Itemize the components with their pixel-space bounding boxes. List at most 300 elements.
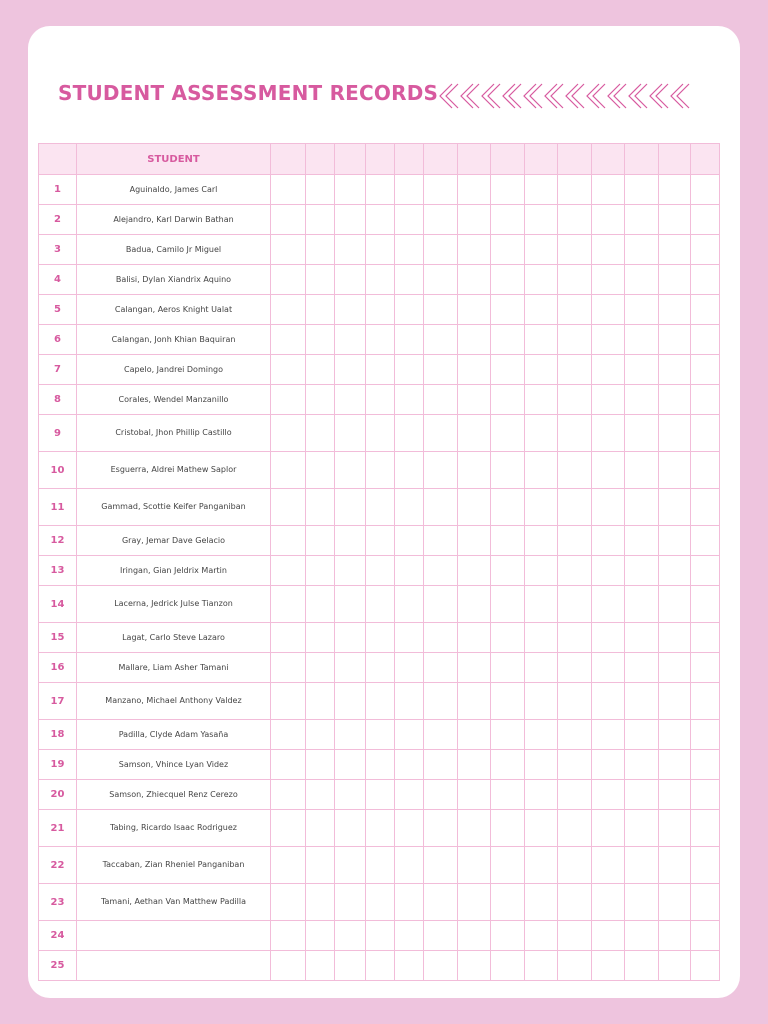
student-name[interactable]: Capelo, Jandrei Domingo <box>77 355 271 385</box>
score-cell[interactable] <box>592 683 625 720</box>
score-cell[interactable] <box>395 847 424 884</box>
score-cell[interactable] <box>271 653 306 683</box>
score-cell[interactable] <box>424 452 458 489</box>
score-cell[interactable] <box>424 325 458 355</box>
score-cell[interactable] <box>458 921 491 951</box>
score-cell[interactable] <box>335 235 366 265</box>
score-cell[interactable] <box>458 810 491 847</box>
score-cell[interactable] <box>691 683 720 720</box>
score-cell[interactable] <box>691 720 720 750</box>
score-cell[interactable] <box>306 355 335 385</box>
score-cell[interactable] <box>491 750 525 780</box>
score-cell[interactable] <box>558 205 592 235</box>
score-cell[interactable] <box>306 951 335 981</box>
score-cell[interactable] <box>306 415 335 452</box>
student-name[interactable]: Badua, Camilo Jr Miguel <box>77 235 271 265</box>
score-cell[interactable] <box>525 355 558 385</box>
score-cell[interactable] <box>424 653 458 683</box>
score-cell[interactable] <box>525 385 558 415</box>
score-cell[interactable] <box>625 489 659 526</box>
score-cell[interactable] <box>592 951 625 981</box>
score-cell[interactable] <box>306 683 335 720</box>
score-cell[interactable] <box>491 623 525 653</box>
score-cell[interactable] <box>458 623 491 653</box>
score-cell[interactable] <box>306 847 335 884</box>
score-cell[interactable] <box>335 750 366 780</box>
score-cell[interactable] <box>525 623 558 653</box>
score-cell[interactable] <box>366 265 395 295</box>
score-cell[interactable] <box>424 951 458 981</box>
score-cell[interactable] <box>271 325 306 355</box>
score-cell[interactable] <box>558 355 592 385</box>
score-cell[interactable] <box>659 205 691 235</box>
score-cell[interactable] <box>271 683 306 720</box>
score-cell[interactable] <box>525 452 558 489</box>
score-cell[interactable] <box>366 235 395 265</box>
score-cell[interactable] <box>525 415 558 452</box>
score-cell[interactable] <box>691 385 720 415</box>
score-cell[interactable] <box>366 205 395 235</box>
score-cell[interactable] <box>691 951 720 981</box>
score-cell[interactable] <box>558 810 592 847</box>
score-cell[interactable] <box>691 750 720 780</box>
score-cell[interactable] <box>491 489 525 526</box>
score-cell[interactable] <box>395 780 424 810</box>
score-cell[interactable] <box>395 556 424 586</box>
score-cell[interactable] <box>271 921 306 951</box>
score-cell[interactable] <box>691 810 720 847</box>
score-cell[interactable] <box>491 780 525 810</box>
score-cell[interactable] <box>491 683 525 720</box>
score-cell[interactable] <box>691 452 720 489</box>
score-cell[interactable] <box>592 720 625 750</box>
score-cell[interactable] <box>659 556 691 586</box>
score-cell[interactable] <box>691 884 720 921</box>
score-cell[interactable] <box>659 452 691 489</box>
score-cell[interactable] <box>395 235 424 265</box>
score-cell[interactable] <box>424 884 458 921</box>
score-cell[interactable] <box>306 295 335 325</box>
score-cell[interactable] <box>306 452 335 489</box>
score-cell[interactable] <box>525 951 558 981</box>
student-name[interactable]: Aguinaldo, James Carl <box>77 175 271 205</box>
score-cell[interactable] <box>625 526 659 556</box>
score-cell[interactable] <box>592 295 625 325</box>
score-cell[interactable] <box>491 847 525 884</box>
score-cell[interactable] <box>558 623 592 653</box>
score-cell[interactable] <box>306 921 335 951</box>
score-cell[interactable] <box>592 175 625 205</box>
student-name[interactable]: Taccaban, Zian Rheniel Panganiban <box>77 847 271 884</box>
score-cell[interactable] <box>592 415 625 452</box>
score-cell[interactable] <box>366 355 395 385</box>
score-cell[interactable] <box>525 921 558 951</box>
score-cell[interactable] <box>525 780 558 810</box>
student-name[interactable]: Balisi, Dylan Xiandrix Aquino <box>77 265 271 295</box>
score-cell[interactable] <box>691 235 720 265</box>
score-cell[interactable] <box>525 720 558 750</box>
student-name[interactable]: Gammad, Scottie Keifer Panganiban <box>77 489 271 526</box>
score-cell[interactable] <box>525 175 558 205</box>
score-cell[interactable] <box>335 205 366 235</box>
student-name[interactable]: Esguerra, Aldrei Mathew Saplor <box>77 452 271 489</box>
score-cell[interactable] <box>306 489 335 526</box>
score-cell[interactable] <box>525 653 558 683</box>
score-cell[interactable] <box>592 780 625 810</box>
score-cell[interactable] <box>659 810 691 847</box>
score-cell[interactable] <box>271 810 306 847</box>
score-cell[interactable] <box>306 385 335 415</box>
score-cell[interactable] <box>691 921 720 951</box>
score-cell[interactable] <box>525 884 558 921</box>
score-cell[interactable] <box>659 951 691 981</box>
student-name[interactable]: Alejandro, Karl Darwin Bathan <box>77 205 271 235</box>
score-cell[interactable] <box>558 452 592 489</box>
score-cell[interactable] <box>306 780 335 810</box>
score-cell[interactable] <box>395 683 424 720</box>
score-cell[interactable] <box>335 653 366 683</box>
score-cell[interactable] <box>659 175 691 205</box>
score-cell[interactable] <box>525 526 558 556</box>
score-cell[interactable] <box>306 810 335 847</box>
score-cell[interactable] <box>558 847 592 884</box>
score-cell[interactable] <box>458 295 491 325</box>
score-cell[interactable] <box>491 355 525 385</box>
score-cell[interactable] <box>306 556 335 586</box>
score-cell[interactable] <box>458 325 491 355</box>
score-cell[interactable] <box>366 586 395 623</box>
score-cell[interactable] <box>271 235 306 265</box>
score-cell[interactable] <box>335 780 366 810</box>
score-cell[interactable] <box>306 265 335 295</box>
student-name[interactable]: Samson, Zhiecquel Renz Cerezo <box>77 780 271 810</box>
score-cell[interactable] <box>659 653 691 683</box>
score-cell[interactable] <box>366 415 395 452</box>
score-cell[interactable] <box>335 175 366 205</box>
score-cell[interactable] <box>691 355 720 385</box>
score-cell[interactable] <box>395 295 424 325</box>
score-cell[interactable] <box>625 720 659 750</box>
score-cell[interactable] <box>424 683 458 720</box>
score-cell[interactable] <box>271 623 306 653</box>
score-cell[interactable] <box>458 526 491 556</box>
score-cell[interactable] <box>592 586 625 623</box>
score-cell[interactable] <box>366 780 395 810</box>
score-cell[interactable] <box>271 415 306 452</box>
score-cell[interactable] <box>625 235 659 265</box>
score-cell[interactable] <box>271 452 306 489</box>
score-cell[interactable] <box>366 295 395 325</box>
score-cell[interactable] <box>592 921 625 951</box>
score-cell[interactable] <box>659 884 691 921</box>
score-cell[interactable] <box>625 325 659 355</box>
score-cell[interactable] <box>491 720 525 750</box>
score-cell[interactable] <box>335 847 366 884</box>
score-cell[interactable] <box>491 884 525 921</box>
score-cell[interactable] <box>659 385 691 415</box>
score-cell[interactable] <box>592 556 625 586</box>
score-cell[interactable] <box>659 720 691 750</box>
score-cell[interactable] <box>491 175 525 205</box>
score-cell[interactable] <box>558 683 592 720</box>
student-name[interactable]: Lagat, Carlo Steve Lazaro <box>77 623 271 653</box>
score-cell[interactable] <box>558 653 592 683</box>
score-cell[interactable] <box>306 235 335 265</box>
score-cell[interactable] <box>458 235 491 265</box>
score-cell[interactable] <box>691 489 720 526</box>
score-cell[interactable] <box>335 265 366 295</box>
score-cell[interactable] <box>659 623 691 653</box>
score-cell[interactable] <box>366 452 395 489</box>
score-cell[interactable] <box>395 325 424 355</box>
score-cell[interactable] <box>558 921 592 951</box>
score-cell[interactable] <box>691 205 720 235</box>
score-cell[interactable] <box>395 452 424 489</box>
score-cell[interactable] <box>458 847 491 884</box>
score-cell[interactable] <box>592 385 625 415</box>
score-cell[interactable] <box>306 205 335 235</box>
score-cell[interactable] <box>424 265 458 295</box>
score-cell[interactable] <box>458 175 491 205</box>
score-cell[interactable] <box>424 780 458 810</box>
score-cell[interactable] <box>592 205 625 235</box>
score-cell[interactable] <box>491 452 525 489</box>
score-cell[interactable] <box>366 385 395 415</box>
score-cell[interactable] <box>395 526 424 556</box>
student-name[interactable]: Lacerna, Jedrick Julse Tianzon <box>77 586 271 623</box>
score-cell[interactable] <box>558 720 592 750</box>
score-cell[interactable] <box>691 586 720 623</box>
score-cell[interactable] <box>558 295 592 325</box>
score-cell[interactable] <box>335 810 366 847</box>
score-cell[interactable] <box>366 325 395 355</box>
score-cell[interactable] <box>592 265 625 295</box>
score-cell[interactable] <box>659 750 691 780</box>
score-cell[interactable] <box>271 265 306 295</box>
score-cell[interactable] <box>395 653 424 683</box>
score-cell[interactable] <box>491 265 525 295</box>
score-cell[interactable] <box>691 325 720 355</box>
score-cell[interactable] <box>491 295 525 325</box>
score-cell[interactable] <box>424 355 458 385</box>
score-cell[interactable] <box>306 623 335 653</box>
score-cell[interactable] <box>525 750 558 780</box>
score-cell[interactable] <box>335 526 366 556</box>
score-cell[interactable] <box>525 683 558 720</box>
student-name[interactable] <box>77 951 271 981</box>
score-cell[interactable] <box>491 526 525 556</box>
score-cell[interactable] <box>592 884 625 921</box>
score-cell[interactable] <box>335 355 366 385</box>
score-cell[interactable] <box>395 623 424 653</box>
score-cell[interactable] <box>691 847 720 884</box>
score-cell[interactable] <box>424 750 458 780</box>
score-cell[interactable] <box>424 810 458 847</box>
score-cell[interactable] <box>366 653 395 683</box>
score-cell[interactable] <box>625 683 659 720</box>
score-cell[interactable] <box>366 175 395 205</box>
score-cell[interactable] <box>424 623 458 653</box>
score-cell[interactable] <box>306 175 335 205</box>
score-cell[interactable] <box>491 235 525 265</box>
score-cell[interactable] <box>271 385 306 415</box>
score-cell[interactable] <box>558 385 592 415</box>
score-cell[interactable] <box>395 884 424 921</box>
score-cell[interactable] <box>625 653 659 683</box>
score-cell[interactable] <box>592 810 625 847</box>
score-cell[interactable] <box>625 355 659 385</box>
student-name[interactable]: Tamani, Aethan Van Matthew Padilla <box>77 884 271 921</box>
score-cell[interactable] <box>691 295 720 325</box>
score-cell[interactable] <box>271 586 306 623</box>
score-cell[interactable] <box>625 586 659 623</box>
score-cell[interactable] <box>558 780 592 810</box>
score-cell[interactable] <box>335 325 366 355</box>
score-cell[interactable] <box>335 556 366 586</box>
score-cell[interactable] <box>525 810 558 847</box>
score-cell[interactable] <box>458 489 491 526</box>
score-cell[interactable] <box>458 415 491 452</box>
score-cell[interactable] <box>424 556 458 586</box>
score-cell[interactable] <box>491 586 525 623</box>
score-cell[interactable] <box>271 489 306 526</box>
score-cell[interactable] <box>491 385 525 415</box>
score-cell[interactable] <box>306 750 335 780</box>
score-cell[interactable] <box>491 415 525 452</box>
score-cell[interactable] <box>458 720 491 750</box>
score-cell[interactable] <box>558 750 592 780</box>
score-cell[interactable] <box>625 847 659 884</box>
score-cell[interactable] <box>424 295 458 325</box>
score-cell[interactable] <box>458 265 491 295</box>
score-cell[interactable] <box>306 720 335 750</box>
score-cell[interactable] <box>525 295 558 325</box>
score-cell[interactable] <box>625 884 659 921</box>
score-cell[interactable] <box>395 810 424 847</box>
score-cell[interactable] <box>525 556 558 586</box>
student-name[interactable]: Mallare, Liam Asher Tamani <box>77 653 271 683</box>
score-cell[interactable] <box>525 205 558 235</box>
score-cell[interactable] <box>458 452 491 489</box>
score-cell[interactable] <box>691 623 720 653</box>
score-cell[interactable] <box>424 415 458 452</box>
score-cell[interactable] <box>558 265 592 295</box>
score-cell[interactable] <box>271 295 306 325</box>
score-cell[interactable] <box>395 951 424 981</box>
score-cell[interactable] <box>424 921 458 951</box>
score-cell[interactable] <box>366 683 395 720</box>
score-cell[interactable] <box>659 683 691 720</box>
score-cell[interactable] <box>366 720 395 750</box>
score-cell[interactable] <box>592 623 625 653</box>
score-cell[interactable] <box>395 355 424 385</box>
score-cell[interactable] <box>525 847 558 884</box>
score-cell[interactable] <box>691 415 720 452</box>
score-cell[interactable] <box>625 205 659 235</box>
score-cell[interactable] <box>306 526 335 556</box>
score-cell[interactable] <box>625 415 659 452</box>
score-cell[interactable] <box>558 489 592 526</box>
score-cell[interactable] <box>458 884 491 921</box>
score-cell[interactable] <box>366 847 395 884</box>
score-cell[interactable] <box>335 415 366 452</box>
score-cell[interactable] <box>659 780 691 810</box>
score-cell[interactable] <box>659 586 691 623</box>
score-cell[interactable] <box>691 780 720 810</box>
score-cell[interactable] <box>558 586 592 623</box>
score-cell[interactable] <box>592 325 625 355</box>
score-cell[interactable] <box>458 683 491 720</box>
score-cell[interactable] <box>395 586 424 623</box>
score-cell[interactable] <box>271 175 306 205</box>
score-cell[interactable] <box>395 720 424 750</box>
student-name[interactable]: Cristobal, Jhon Phillip Castillo <box>77 415 271 452</box>
score-cell[interactable] <box>525 489 558 526</box>
score-cell[interactable] <box>558 325 592 355</box>
score-cell[interactable] <box>525 265 558 295</box>
score-cell[interactable] <box>335 586 366 623</box>
score-cell[interactable] <box>659 847 691 884</box>
score-cell[interactable] <box>558 235 592 265</box>
score-cell[interactable] <box>335 385 366 415</box>
score-cell[interactable] <box>592 526 625 556</box>
score-cell[interactable] <box>625 810 659 847</box>
score-cell[interactable] <box>691 175 720 205</box>
score-cell[interactable] <box>366 921 395 951</box>
student-name[interactable]: Gray, Jemar Dave Gelacio <box>77 526 271 556</box>
score-cell[interactable] <box>458 355 491 385</box>
score-cell[interactable] <box>458 951 491 981</box>
score-cell[interactable] <box>625 175 659 205</box>
score-cell[interactable] <box>491 810 525 847</box>
score-cell[interactable] <box>491 921 525 951</box>
score-cell[interactable] <box>525 586 558 623</box>
score-cell[interactable] <box>424 489 458 526</box>
student-name[interactable]: Calangan, Aeros Knight Ualat <box>77 295 271 325</box>
student-name[interactable]: Calangan, Jonh Khian Baquiran <box>77 325 271 355</box>
score-cell[interactable] <box>395 921 424 951</box>
score-cell[interactable] <box>306 586 335 623</box>
score-cell[interactable] <box>458 385 491 415</box>
score-cell[interactable] <box>366 951 395 981</box>
score-cell[interactable] <box>659 325 691 355</box>
score-cell[interactable] <box>366 750 395 780</box>
score-cell[interactable] <box>335 951 366 981</box>
score-cell[interactable] <box>366 489 395 526</box>
score-cell[interactable] <box>491 951 525 981</box>
score-cell[interactable] <box>366 623 395 653</box>
score-cell[interactable] <box>625 951 659 981</box>
score-cell[interactable] <box>271 847 306 884</box>
score-cell[interactable] <box>592 489 625 526</box>
score-cell[interactable] <box>458 780 491 810</box>
score-cell[interactable] <box>335 720 366 750</box>
score-cell[interactable] <box>395 489 424 526</box>
score-cell[interactable] <box>458 205 491 235</box>
score-cell[interactable] <box>271 951 306 981</box>
score-cell[interactable] <box>271 355 306 385</box>
score-cell[interactable] <box>458 653 491 683</box>
score-cell[interactable] <box>691 265 720 295</box>
student-name[interactable]: Tabing, Ricardo Isaac Rodriguez <box>77 810 271 847</box>
student-name[interactable] <box>77 921 271 951</box>
score-cell[interactable] <box>625 780 659 810</box>
score-cell[interactable] <box>335 884 366 921</box>
score-cell[interactable] <box>366 526 395 556</box>
score-cell[interactable] <box>491 653 525 683</box>
score-cell[interactable] <box>592 452 625 489</box>
score-cell[interactable] <box>335 683 366 720</box>
